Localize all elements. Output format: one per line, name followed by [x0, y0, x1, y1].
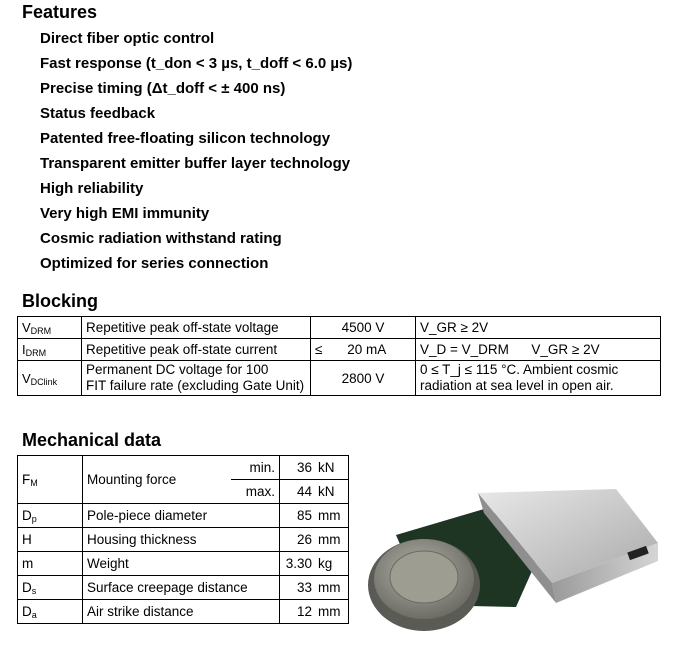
value-cell: 26	[280, 528, 317, 552]
features-title: Features	[22, 2, 98, 22]
feature-item: Transparent emitter buffer layer technology	[40, 155, 351, 172]
feature-text: Fast response (t_don < 3 µs, t_doff < 6.0 µs)	[40, 55, 353, 72]
param-cell: Repetitive peak off-state current	[82, 339, 311, 361]
unit-cell: mm	[316, 528, 349, 552]
value-cell: 4500 V	[311, 317, 416, 339]
table-row	[18, 600, 349, 624]
table-row	[18, 552, 349, 576]
symbol-cell: m	[18, 552, 83, 576]
table-row	[18, 576, 349, 600]
param-cell: Mounting force	[83, 456, 232, 504]
condition-cell: 0 ≤ T_j ≤ 115 °C. Ambient cosmic radiation at sea level in open air.	[416, 361, 661, 396]
device-photo	[366, 487, 666, 645]
qualifier-cell: max.	[231, 480, 280, 504]
feature-item: Patented free-floating silicon technology	[40, 130, 331, 147]
unit-cell: mm	[316, 504, 349, 528]
blocking-title: Blocking	[22, 291, 99, 311]
table-row	[18, 361, 661, 396]
mechanical-table	[17, 455, 349, 624]
unit-cell: kg	[316, 552, 349, 576]
param-cell: Weight	[83, 552, 280, 576]
value-cell: 33	[280, 576, 317, 600]
feature-text: Precise timing (Δt_doff < ± 400 ns)	[40, 80, 286, 97]
symbol-cell: $V_{DRM}$	[18, 317, 82, 339]
condition-cell: V_D = V_DRM V_GR ≥ 2V	[416, 339, 661, 361]
feature-item: Optimized for series connection	[40, 255, 269, 272]
value-cell: 2800 V	[311, 361, 416, 396]
param-cell: Repetitive peak off-state voltage	[82, 317, 311, 339]
feature-item-fast-response	[40, 54, 352, 79]
table-row	[18, 317, 661, 339]
symbol-cell: $V_{DClink}$	[18, 361, 82, 396]
value-cell: 36	[280, 456, 317, 480]
param-cell: Air strike distance	[83, 600, 280, 624]
param-cell: Housing thickness	[83, 528, 280, 552]
feature-item: Status feedback	[40, 105, 156, 122]
features-list	[40, 29, 352, 279]
symbol-cell: $D_s$	[18, 576, 83, 600]
feature-item-precise-timing	[40, 79, 352, 104]
value-cell: ≤ 20 mA	[311, 339, 416, 361]
param-cell: Pole-piece diameter	[83, 504, 280, 528]
feature-item: Very high EMI immunity	[40, 205, 210, 222]
symbol-cell: $F_M$	[18, 456, 83, 504]
unit-cell: mm	[316, 600, 349, 624]
symbol-cell: $D_p$	[18, 504, 83, 528]
value-cell: 3.30	[280, 552, 317, 576]
unit-cell: kN	[316, 480, 349, 504]
feature-item: High reliability	[40, 180, 144, 197]
table-row	[18, 504, 349, 528]
param-cell: Surface creepage distance	[83, 576, 280, 600]
condition-cell: V_GR ≥ 2V	[416, 317, 661, 339]
table-row	[18, 339, 661, 361]
unit-cell: kN	[316, 456, 349, 480]
symbol-cell: H	[18, 528, 83, 552]
unit-cell: mm	[316, 576, 349, 600]
qualifier-cell: min.	[231, 456, 280, 480]
feature-item: Direct fiber optic control	[40, 30, 215, 47]
value-cell: 12	[280, 600, 317, 624]
value-cell: 85	[280, 504, 317, 528]
table-row	[18, 456, 349, 480]
table-row	[18, 528, 349, 552]
value-cell: 44	[280, 480, 317, 504]
blocking-table	[17, 316, 661, 396]
mechanical-title: Mechanical data	[22, 430, 162, 450]
symbol-cell: $D_a$	[18, 600, 83, 624]
feature-item: Cosmic radiation withstand rating	[40, 230, 282, 247]
param-cell: Permanent DC voltage for 100 FIT failure rate (excluding Gate Unit)	[82, 361, 311, 396]
disc-center	[390, 551, 458, 603]
symbol-cell: $I_{DRM}$	[18, 339, 82, 361]
